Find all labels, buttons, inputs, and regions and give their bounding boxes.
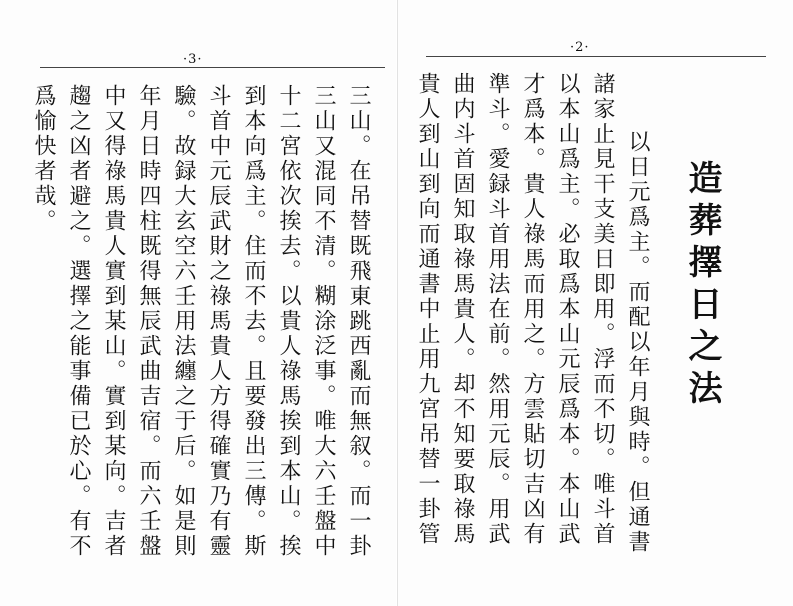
text-column-6: 曲内斗首固知取祿馬貴人。却不知要取祿馬 — [450, 72, 475, 547]
header-rule — [426, 56, 766, 57]
header-rule — [40, 67, 385, 68]
text-column-5: 準斗。愛録斗首用法在前。然用元辰。用武 — [485, 72, 510, 547]
text-column-2: 三山又混同不清。糊涂泛事。唯大六壬盤中 — [311, 84, 336, 559]
text-column-2: 諸家止見干支美日即用。浮而不切。唯斗首 — [590, 72, 615, 547]
page-number-3: ·3· — [183, 52, 203, 67]
text-column-1: 以日元爲主。而配以年月與時。但通書 — [625, 130, 650, 555]
page-number-2: ·2· — [570, 40, 590, 55]
text-column-4: 才爲本。貴人祿馬而用之。方雲貼切吉凶有 — [520, 72, 545, 547]
text-column-9: 趨之凶者避之。選擇之能事備已於心。有不 — [66, 84, 91, 559]
text-column-4: 到本向爲主。住而不去。且要發出三傳。斯 — [241, 84, 266, 559]
text-column-3: 以本山爲主。必取爲本山元辰爲本。本山武 — [555, 72, 580, 547]
left-page — [0, 0, 396, 606]
text-column-10: 爲愉快者哉。 — [31, 84, 56, 234]
text-column-1: 三山。在吊替既飛東跳西亂而無叙。而一卦 — [346, 84, 371, 559]
text-column-7: 年月日時四柱既得無辰武曲吉宿。而六壬盤 — [136, 84, 161, 559]
text-column-8: 中又得祿馬貴人實到某山。實到某向。吉者 — [101, 84, 126, 559]
text-column-7: 貴人到山到向而通書中止用九宮吊替一卦管 — [415, 72, 440, 547]
text-column-3: 十二宮依次挨去。以貴人祿馬挨到本山。挨 — [276, 84, 301, 559]
chapter-title: 造葬擇日之法 — [682, 160, 722, 412]
text-column-5: 斗首中元辰武財之祿馬貴人方得確實乃有靈 — [206, 84, 231, 559]
text-column-6: 驗。故録大玄空六壬用法纏之于后。如是則 — [171, 84, 196, 559]
right-page — [397, 0, 793, 606]
